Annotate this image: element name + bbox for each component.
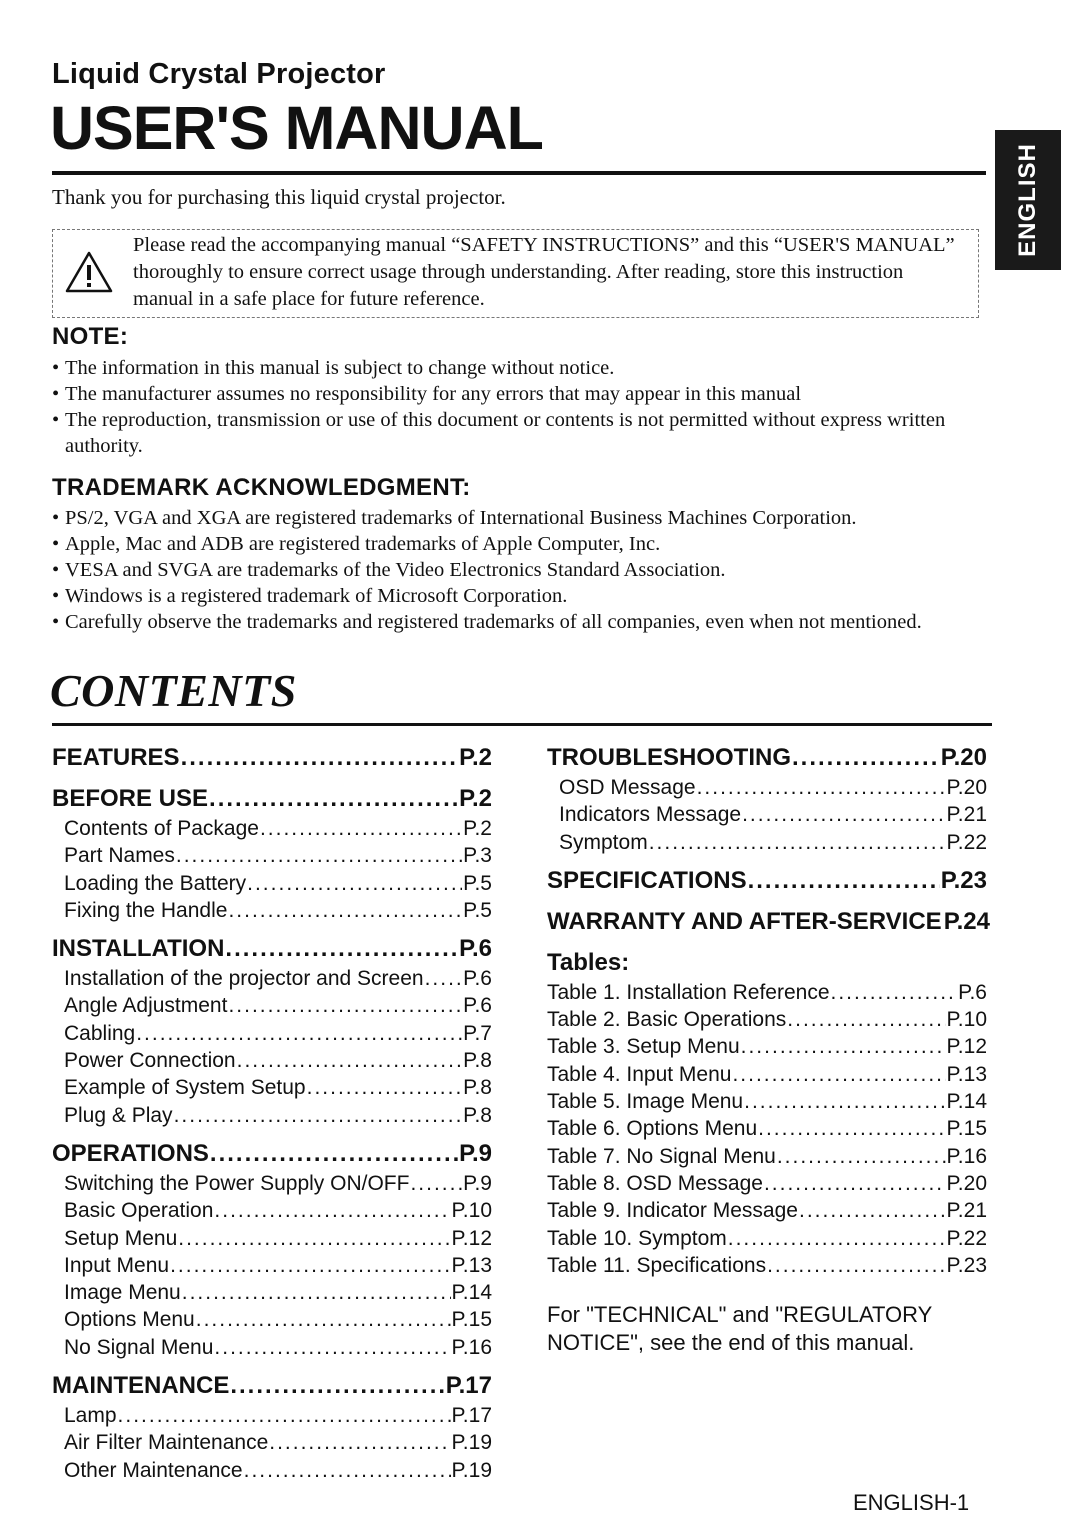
toc-entry-page: P.19 (451, 1458, 492, 1482)
toc-section-heading (52, 932, 492, 965)
table-entry (547, 1170, 987, 1197)
table-entry-label: Table 7. No Signal Menu (547, 1144, 776, 1168)
toc-entry-label: Air Filter Maintenance (64, 1431, 269, 1455)
toc-entry-page: P.15 (451, 1308, 492, 1332)
toc-entry-label: Input Menu (64, 1253, 170, 1277)
table-entry (547, 1061, 987, 1088)
toc-entry (52, 1020, 492, 1047)
contents-title: CONTENTS (50, 665, 297, 716)
toc-section-heading-label: BEFORE USE (52, 785, 209, 812)
toc-entry-page: P.13 (451, 1253, 492, 1277)
toc-entry-label: Setup Menu (64, 1226, 178, 1250)
dot-leader (247, 870, 462, 897)
dot-leader (831, 979, 958, 1006)
toc-section-heading-page: P.9 (459, 1139, 492, 1167)
toc-entry (52, 1279, 492, 1306)
toc-section (52, 782, 492, 924)
toc-entry (52, 1252, 492, 1279)
warning-triangle-icon (64, 250, 114, 294)
toc-section-heading-page: P.2 (459, 744, 492, 771)
toc-right-sections (547, 741, 990, 938)
toc-section (547, 741, 987, 856)
dot-leader (214, 1334, 450, 1361)
toc-entry (52, 815, 492, 842)
toc-entry (52, 870, 492, 897)
toc-entry-label: Plug & Play (64, 1103, 173, 1127)
dot-leader (741, 1033, 946, 1060)
dot-leader (210, 1137, 458, 1170)
trademark-item: • Windows is a registered trademark of Microsoft Corporation. (52, 583, 982, 609)
toc-entry-page: P.21 (946, 803, 987, 827)
toc-entry-label: No Signal Menu (64, 1335, 214, 1359)
toc-section (52, 932, 492, 1129)
toc-entry (52, 1402, 492, 1429)
toc-entry (52, 1306, 492, 1333)
toc-entry-page: P.14 (451, 1281, 492, 1305)
note-item: • The reproduction, transmission or use of this document or contents is not permitted without express written authority. (52, 407, 952, 459)
dot-leader (136, 1020, 462, 1047)
toc-entry (52, 1074, 492, 1101)
toc-section-heading-page: P.20 (940, 744, 987, 771)
toc-entry-label: Switching the Power Supply ON/OFF (64, 1171, 410, 1195)
toc-entry-label: Cabling (64, 1021, 136, 1045)
dot-leader (209, 782, 458, 815)
toc-entry-page: P.7 (463, 1021, 492, 1045)
dot-leader (244, 1457, 451, 1484)
toc-entry-label: Lamp (64, 1404, 117, 1428)
toc-section (547, 864, 987, 897)
toc-entry (547, 829, 987, 856)
dot-leader (777, 1143, 946, 1170)
toc-section-heading-page: P.23 (940, 866, 987, 894)
dot-leader (767, 1252, 945, 1279)
toc-section-heading-page: P.24 (943, 907, 990, 935)
toc-entry (52, 1170, 492, 1197)
dot-leader (764, 1170, 946, 1197)
dot-leader (118, 1402, 451, 1429)
table-entry-page: P.15 (946, 1117, 987, 1141)
table-entry-label: Table 4. Input Menu (547, 1062, 732, 1086)
toc-entry-page: P.20 (946, 776, 987, 799)
toc-section-heading-label: OPERATIONS (52, 1139, 209, 1167)
toc-entry-label: Power Connection (64, 1049, 236, 1073)
table-entry (547, 1088, 987, 1115)
toc-entry-label: Image Menu (64, 1281, 181, 1305)
dot-leader (649, 829, 946, 856)
thanks-text: Thank you for purchasing this liquid crystal projector. (52, 185, 506, 209)
trademark-item: • Carefully observe the trademarks and registered trademarks of all companies, even when not mentioned. (52, 609, 982, 635)
toc-entry (52, 1429, 492, 1456)
toc-section-heading (52, 782, 492, 815)
table-entry-page: P.14 (946, 1090, 987, 1114)
dot-leader (748, 864, 940, 897)
page-number: ENGLISH-1 (853, 1490, 970, 1515)
dot-leader (732, 1061, 945, 1088)
toc-entry-page: P.19 (451, 1431, 492, 1455)
dot-leader (178, 1225, 450, 1252)
table-entry-label: Table 3. Setup Menu (547, 1035, 740, 1059)
toc-entry-page: P.2 (463, 817, 492, 840)
table-entry (547, 1225, 987, 1252)
table-entry-page: P.21 (946, 1199, 987, 1223)
dot-leader (307, 1074, 463, 1101)
manual-title: USER'S MANUAL (50, 94, 543, 162)
toc-section-heading-page: P.2 (459, 785, 492, 812)
toc-entry (52, 842, 492, 869)
toc-entry-label: Installation of the projector and Screen (64, 967, 424, 991)
dot-leader (799, 1197, 946, 1224)
toc-entry-label: Contents of Package (64, 817, 259, 840)
dot-leader (228, 897, 462, 924)
dot-leader (410, 1170, 462, 1197)
dot-leader (237, 1047, 463, 1074)
table-entry-label: Table 6. Options Menu (547, 1117, 758, 1141)
trademark-item: • Apple, Mac and ADB are registered trademarks of Apple Computer, Inc. (52, 531, 982, 557)
toc-section-heading (547, 864, 987, 897)
toc-entry-page: P.8 (463, 1076, 492, 1100)
dot-leader (787, 1006, 945, 1033)
table-entry (547, 1115, 987, 1142)
toc-entry-label: Symptom (559, 830, 648, 854)
warning-text: Please read the accompanying manual “SAFETY INSTRUCTIONS” and this “USER'S MANUAL” thoroughly to ensure correct usage through understanding. After reading, store this instruction manual in a safe place for future reference. (133, 234, 955, 310)
toc-entry-page: P.16 (451, 1335, 492, 1359)
table-entry (547, 1143, 987, 1170)
dot-leader (425, 965, 463, 992)
table-entry-page: P.23 (946, 1253, 987, 1277)
table-entry-label: Table 5. Image Menu (547, 1090, 744, 1114)
toc-section-heading-label: INSTALLATION (52, 935, 225, 963)
table-entry (547, 1252, 987, 1279)
toc-section (52, 1369, 492, 1484)
toc-section-heading (547, 905, 990, 938)
technical-note: For "TECHNICAL" and "REGULATORY NOTICE", see the end of this manual. (547, 1302, 932, 1356)
toc-entry (52, 1457, 492, 1484)
table-entry (547, 1033, 987, 1060)
toc-entry (52, 1047, 492, 1074)
trademark-list (52, 505, 982, 635)
title-divider (52, 171, 986, 175)
dot-leader (225, 932, 458, 965)
toc-section-heading (52, 741, 492, 774)
toc-entry-page: P.8 (463, 1103, 492, 1127)
table-entry-page: P.10 (946, 1008, 987, 1032)
trademark-item: • PS/2, VGA and XGA are registered trademarks of International Business Machines Corporation. (52, 505, 982, 531)
toc-entry-label: Angle Adjustment (64, 994, 228, 1018)
table-entry-label: Table 2. Basic Operations (547, 1008, 787, 1032)
toc-entry-page: P.6 (463, 994, 492, 1018)
trademark-heading: TRADEMARK ACKNOWLEDGMENT: (52, 474, 471, 501)
toc-section (547, 905, 990, 938)
trademark-item: • VESA and SVGA are trademarks of the Video Electronics Standard Association. (52, 557, 982, 583)
note-list (52, 355, 952, 459)
dot-leader (742, 801, 945, 828)
toc-entry-page: P.9 (463, 1171, 492, 1195)
table-entry-label: Table 8. OSD Message (547, 1171, 763, 1195)
toc-entry (547, 801, 987, 828)
toc-entry-label: Example of System Setup (64, 1076, 306, 1100)
dot-leader (697, 774, 946, 801)
dot-leader (269, 1429, 450, 1456)
toc-left-column (52, 741, 492, 1492)
toc-entry-label: Part Names (64, 844, 175, 868)
toc-entry-label: Indicators Message (559, 803, 742, 827)
table-entry-label: Table 11. Specifications (547, 1253, 767, 1277)
toc-entry (52, 897, 492, 924)
toc-entry-label: Loading the Battery (64, 871, 247, 895)
table-entry-page: P.16 (946, 1144, 987, 1168)
dot-leader (758, 1115, 945, 1142)
toc-section (52, 741, 492, 774)
toc-entry-page: P.5 (463, 871, 492, 895)
toc-entry (52, 1197, 492, 1224)
toc-entry-label: OSD Message (559, 776, 696, 799)
toc-section-heading-label: MAINTENANCE (52, 1372, 230, 1400)
dot-leader (214, 1197, 450, 1224)
toc-entry-label: Other Maintenance (64, 1458, 243, 1482)
toc-entry-page: P.17 (451, 1404, 492, 1428)
toc-entry (547, 774, 987, 801)
dot-leader (181, 741, 459, 774)
table-entry-page: P.12 (946, 1035, 987, 1059)
toc-entry-page: P.22 (946, 830, 987, 854)
toc-entry-page: P.8 (463, 1049, 492, 1073)
dot-leader (228, 992, 462, 1019)
toc-section-heading-label: FEATURES (52, 744, 180, 771)
product-line: Liquid Crystal Projector (52, 58, 386, 90)
toc-entry-page: P.3 (463, 844, 492, 868)
toc-entry-page: P.10 (451, 1199, 492, 1223)
dot-leader (182, 1279, 451, 1306)
table-entry (547, 979, 987, 1006)
table-entry-label: Table 10. Symptom (547, 1226, 727, 1250)
toc-section-heading-label: TROUBLESHOOTING (547, 744, 791, 771)
toc-entry-page: P.5 (463, 898, 492, 922)
toc-entry (52, 1334, 492, 1361)
dot-leader (170, 1252, 450, 1279)
toc-entry-label: Fixing the Handle (64, 898, 228, 922)
toc-entry-page: P.12 (451, 1226, 492, 1250)
table-entry-page: P.22 (946, 1226, 987, 1250)
tables-heading: Tables: (547, 948, 630, 976)
toc-entry (52, 1225, 492, 1252)
toc-entry-page: P.6 (463, 967, 492, 991)
table-entry-label: Table 9. Indicator Message (547, 1199, 798, 1223)
toc-entry (52, 992, 492, 1019)
toc-section-heading (547, 741, 987, 774)
dot-leader (176, 842, 462, 869)
toc-section-heading (52, 1137, 492, 1170)
dot-leader (174, 1102, 463, 1129)
toc-section-heading-label: WARRANTY AND AFTER-SERVICE (547, 907, 942, 935)
note-heading: NOTE: (52, 323, 129, 350)
tables-list (547, 979, 987, 1279)
language-tab-label: ENGLISH (1014, 143, 1041, 257)
note-item: • The manufacturer assumes no responsibility for any errors that may appear in this manual (52, 381, 952, 407)
toc-section-heading (52, 1369, 492, 1402)
toc-right-column (547, 741, 990, 1357)
note-item: • The information in this manual is subject to change without notice. (52, 355, 952, 381)
table-entry-page: P.20 (946, 1171, 987, 1195)
toc-section (52, 1137, 492, 1361)
toc-entry-label: Options Menu (64, 1308, 195, 1332)
toc-entry (52, 965, 492, 992)
table-entry-page: P.13 (946, 1062, 987, 1086)
toc-entry (52, 1102, 492, 1129)
toc-section-heading-page: P.17 (445, 1372, 492, 1400)
dot-leader (728, 1225, 946, 1252)
table-entry-page: P.6 (958, 980, 987, 1004)
toc-section-heading-label: SPECIFICATIONS (547, 866, 747, 894)
dot-leader (196, 1306, 451, 1333)
toc-section-heading-page: P.6 (459, 935, 492, 963)
table-entry-label: Table 1. Installation Reference (547, 980, 830, 1004)
table-entry (547, 1006, 987, 1033)
dot-leader (260, 815, 462, 842)
contents-divider (52, 723, 992, 726)
dot-leader (230, 1369, 444, 1402)
toc-entry-label: Basic Operation (64, 1199, 214, 1223)
dot-leader (744, 1088, 945, 1115)
table-entry (547, 1197, 987, 1224)
dot-leader (792, 741, 940, 774)
language-tab (995, 130, 1061, 270)
